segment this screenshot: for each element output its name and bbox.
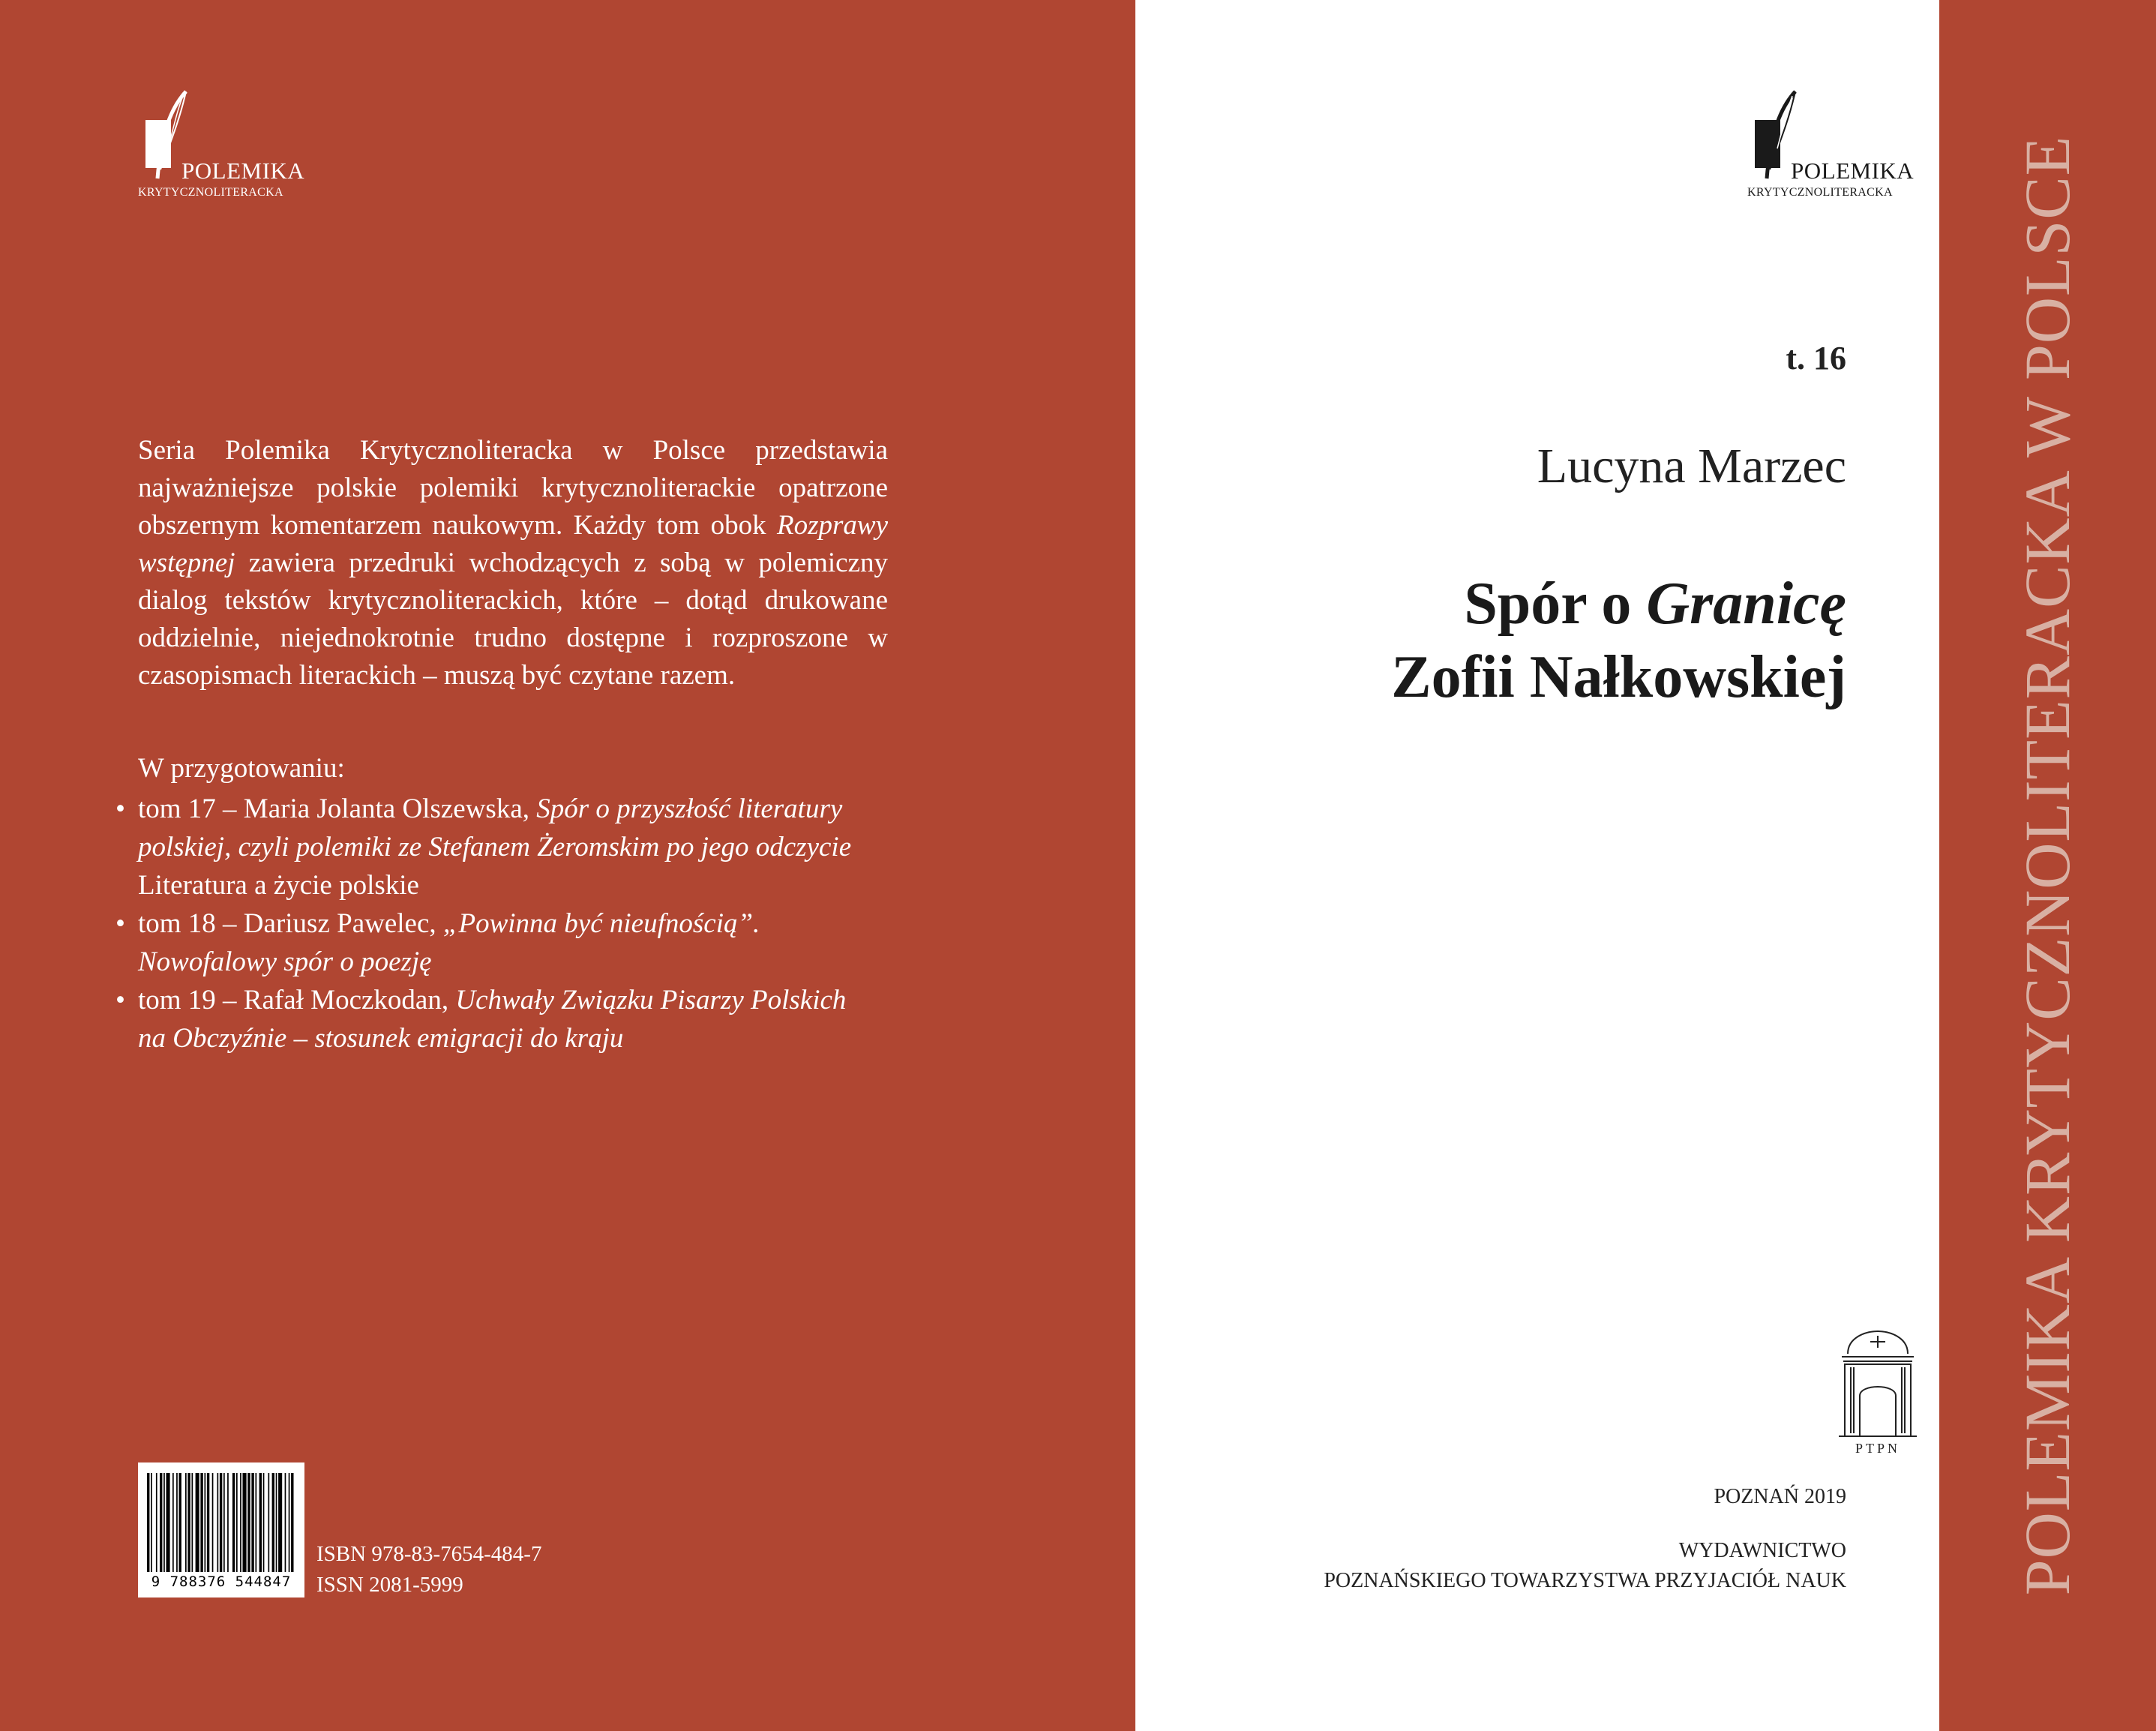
barcode-bar [192, 1473, 193, 1572]
in-preparation-heading: W przygotowaniu: [138, 753, 345, 784]
barcode-bar [240, 1473, 241, 1572]
barcode-bar [236, 1473, 238, 1572]
list-item [115, 981, 873, 1058]
publisher [1135, 1536, 1939, 1596]
series-logo-back [138, 88, 333, 216]
book-title [1135, 567, 1939, 714]
barcode-bar [163, 1473, 165, 1572]
spine-series-title: POLEMIKA KRYTYCZNOLITERACKA W POLSCE [2011, 135, 2083, 1596]
barcode-bar [196, 1473, 199, 1572]
barcode-bar [166, 1473, 170, 1572]
title-line-1 [1135, 567, 1846, 640]
barcode-bar [207, 1473, 209, 1572]
place-year: POZNAŃ 2019 [1714, 1485, 1846, 1508]
barcode-bar [268, 1473, 270, 1572]
barcode-bar [223, 1473, 225, 1572]
author-name: Lucyna Marzec [1537, 439, 1846, 494]
barcode-bars [147, 1473, 295, 1572]
list-item [115, 904, 873, 981]
item-lead: tom 17 – Maria Jolanta Olszewska, [138, 794, 537, 824]
barcode-bar [276, 1473, 277, 1572]
title-italic: Granicę [1646, 571, 1846, 637]
barcode-bar [176, 1473, 178, 1572]
barcode-bar [272, 1473, 274, 1572]
barcode-bar [285, 1473, 286, 1572]
barcode-bar [291, 1473, 293, 1572]
barcode [138, 1462, 304, 1598]
barcode-bar [217, 1473, 219, 1572]
logo-subtitle: KRYTYCZNOLITERACKA [138, 186, 283, 199]
volume-number: t. 16 [1786, 340, 1846, 376]
series-logo-front [1747, 88, 1942, 216]
barcode-bar [200, 1473, 202, 1572]
barcode-bar [220, 1473, 222, 1572]
title-line-2: Zofii Nałkowskiej [1391, 644, 1846, 710]
spine [1939, 0, 2156, 1731]
barcode-bar [243, 1473, 247, 1572]
barcode-bar [147, 1473, 149, 1572]
barcode-bar [187, 1473, 190, 1572]
barcode-bar [151, 1473, 152, 1572]
barcode-bar [227, 1473, 229, 1572]
ptpn-label: PTPN [1855, 1441, 1901, 1456]
barcode-bar [156, 1473, 157, 1572]
barcode-bar [251, 1473, 253, 1572]
barcode-bar [247, 1473, 250, 1572]
barcode-bar [212, 1473, 214, 1572]
front-cover [1135, 0, 1939, 1731]
isbn: ISBN 978-83-7654-484-7 [316, 1542, 542, 1566]
barcode-bar [256, 1473, 257, 1572]
logo-name: POLEMIKA [1791, 158, 1915, 184]
barcode-bar [289, 1473, 290, 1572]
publisher-line-2: POZNAŃSKIEGO TOWARZYSTWA PRZYJACIÓŁ NAUK [1324, 1569, 1846, 1592]
barcode-bar [205, 1473, 206, 1572]
issn: ISSN 2081-5999 [316, 1573, 463, 1597]
series-description-text [138, 432, 888, 694]
barcode-bar [160, 1473, 162, 1572]
ptpn-emblem-icon [1833, 1324, 1923, 1459]
blurb-italic: Rozprawy wstępnej [138, 510, 888, 578]
barcode-bar [278, 1473, 282, 1572]
logo-subtitle: KRYTYCZNOLITERACKA [1747, 186, 1893, 199]
logo-name: POLEMIKA [181, 158, 305, 184]
barcode-bar [172, 1473, 174, 1572]
barcode-bar [259, 1473, 262, 1572]
title-pre: Spór o [1464, 571, 1647, 637]
item-lead: tom 19 – Rafał Moczkodan, [138, 985, 456, 1016]
barcode-bar [263, 1473, 265, 1572]
bullet-icon: • [115, 985, 125, 1016]
blurb-part-3: zawiera przedruki wchodzących z sobą w polemiczny dialog tekstów krytycznoliterackich, które – dotąd drukowane oddzielnie, niejednokrotnie trudno dostępne i rozproszone w czasopismach literackich – muszą być czytane razem. [138, 548, 888, 691]
item-title: Spór o przyszłość literatury polskiej, czyli polemiki ze Stefanem Żeromskim po jego odczycie [138, 794, 852, 862]
item-tail: Literatura a życie polskie [138, 870, 419, 901]
barcode-digits: 9 788376 544847 [151, 1574, 292, 1590]
barcode-bar [185, 1473, 187, 1572]
bullet-icon: • [115, 908, 125, 939]
item-lead: tom 18 – Dariusz Pawelec, [138, 908, 443, 939]
isbn-block [316, 1539, 541, 1600]
blurb-part-1: Seria Polemika Krytycznoliteracka w Polsce przedstawia najważniejsze polskie polemiki krytycznoliterackie opatrzone obszernym komentarzem naukowym. Każdy tom obok [138, 435, 888, 541]
in-preparation-list [115, 790, 873, 1058]
publisher-line-1: WYDAWNICTWO [1678, 1539, 1846, 1562]
item-title: Uchwały Związku Pisarzy Polskich na Obczyźnie – stosunek emigracji do kraju [138, 985, 847, 1054]
barcode-bar [179, 1473, 181, 1572]
list-item [115, 790, 873, 904]
barcode-bar [232, 1473, 235, 1572]
series-description [138, 432, 888, 694]
bullet-icon: • [115, 794, 125, 824]
item-title: „Powinna być nieufnością”. Nowofalowy spór o poezję [138, 908, 760, 977]
